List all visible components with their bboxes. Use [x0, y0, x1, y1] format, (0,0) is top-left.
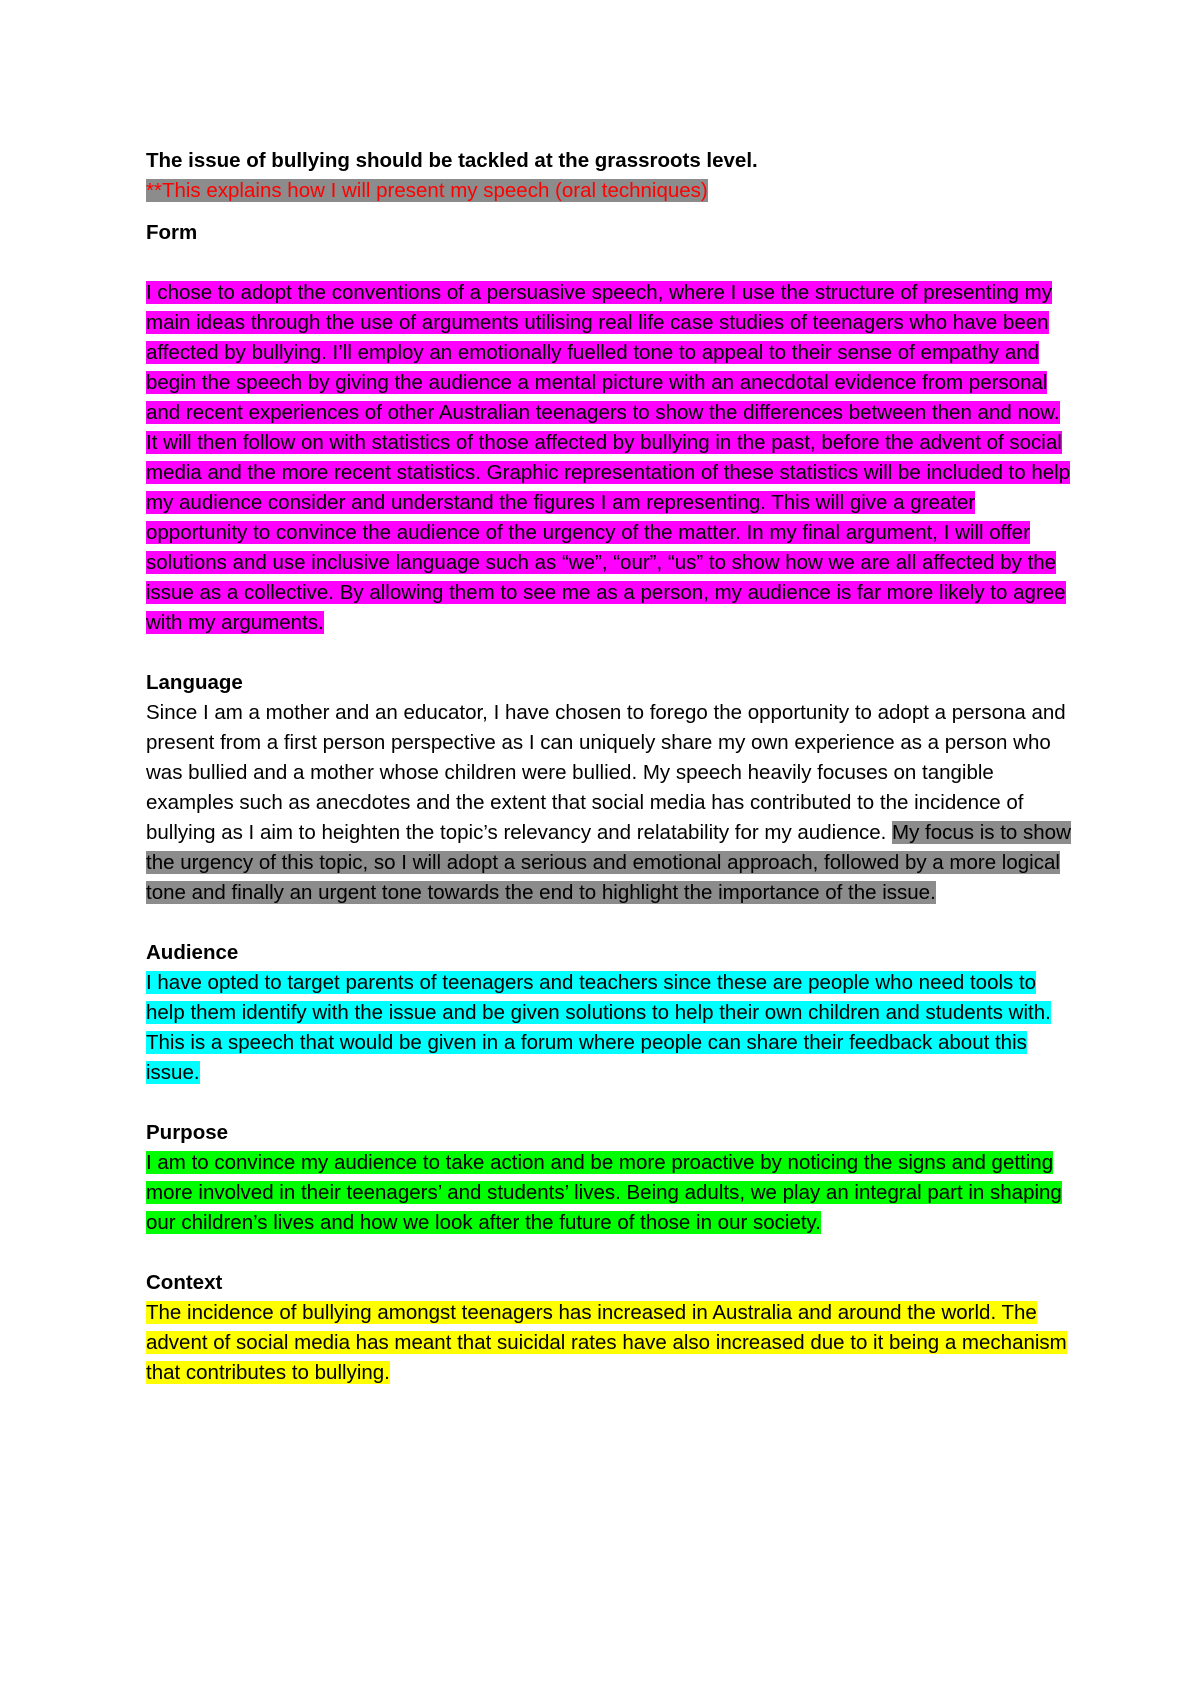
presentation-note [146, 176, 1076, 206]
context-heading: Context [146, 1271, 223, 1294]
form-paragraph [146, 278, 1076, 638]
audience-text: I have opted to target parents of teenagers and teachers since these are people who need tools to help them identify with the issue and be given solutions to help their own children and students with. This is a speech that would be given in a forum where people can share their feedback about this issue. [146, 971, 1051, 1084]
context-paragraph [146, 1298, 1076, 1388]
language-text-highlighted: My focus is to show the urgency of this topic, so I will adopt a serious and emotional approach, followed by a more logical tone and finally an urgent tone towards the end to highlight the importance of the issue. [146, 821, 1071, 904]
language-paragraph [146, 698, 1076, 908]
context-text: The incidence of bullying amongst teenagers has increased in Australia and around the world. The advent of social media has meant that suicidal rates have also increased due to it being a mechanism that contributes to bullying. [146, 1301, 1067, 1384]
audience-heading: Audience [146, 941, 239, 964]
presentation-note-text: **This explains how I will present my speech (oral techniques) [146, 179, 708, 202]
purpose-paragraph [146, 1148, 1076, 1238]
language-text-plain: Since I am a mother and an educator, I have chosen to forego the opportunity to adopt a persona and present from a first person perspective as I can uniquely share my own experience as a person who was bullied and a mother whose children were bullied. My speech heavily focuses on tangible examples such as anecdotes and the extent that social media has contributed to the incidence of bullying as I aim to heighten the topic’s relevancy and relatability for my audience. [146, 701, 1066, 844]
form-text: I chose to adopt the conventions of a persuasive speech, where I use the structure of presenting my main ideas through the use of arguments utilising real life case studies of teenagers who have been affected by bullying. I’ll employ an emotionally fuelled tone to appeal to their sense of empathy and begin the speech by giving the audience a mental picture with an anecdotal evidence from personal and recent experiences of other Australian teenagers to show the differences between then and now. It will then follow on with statistics of those affected by bullying in the past, before the advent of social media and the more recent statistics. Graphic representation of these statistics will be included to help my audience consider and understand the figures I am representing. This will give a greater opportunity to convince the audience of the urgency of the matter. In my final argument, I will offer solutions and use inclusive language such as “we”, “our”, “us” to show how we are all affected by the issue as a collective. By allowing them to see me as a person, my audience is far more likely to agree with my arguments. [146, 281, 1071, 634]
document-page [146, 146, 1076, 1388]
language-heading: Language [146, 671, 243, 694]
form-heading: Form [146, 221, 198, 244]
document-title: The issue of bullying should be tackled at the grassroots level. [146, 149, 758, 172]
purpose-heading: Purpose [146, 1121, 229, 1144]
audience-paragraph [146, 968, 1076, 1088]
purpose-text: I am to convince my audience to take action and be more proactive by noticing the signs and getting more involved in their teenagers’ and students’ lives. Being adults, we play an integral part in shaping our children’s lives and how we look after the future of those in our society. [146, 1151, 1062, 1234]
